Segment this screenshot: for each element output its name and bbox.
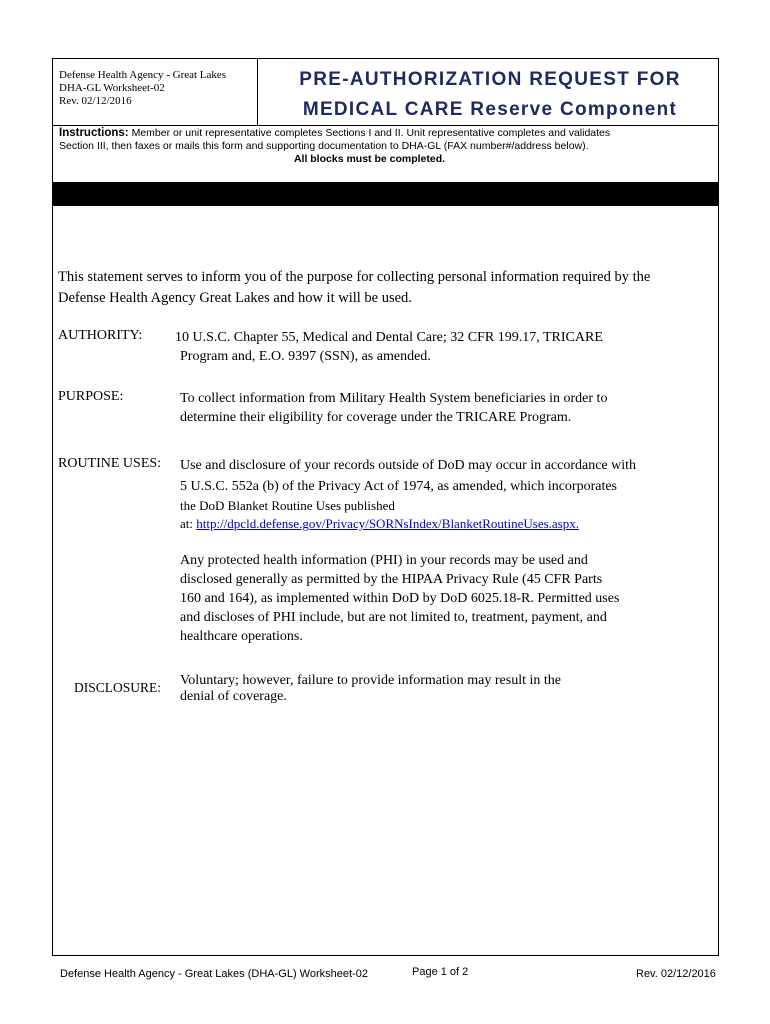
phi-line1: Any protected health information (PHI) in your records may be used and [180,553,588,568]
phi-line3: 160 and 164), as implemented within DoD by DoD 6025.18-R. Permitted uses [180,591,620,606]
routine-line3: the DoD Blanket Routine Uses published [180,498,395,513]
authority-text [175,328,603,366]
authority-label: AUTHORITY: [58,328,143,343]
authority-line1: 10 U.S.C. Chapter 55, Medical and Dental Care; 32 CFR 199.17, TRICARE [175,330,603,345]
blanket-routine-uses-link[interactable]: http://dpcld.defense.gov/Privacy/SORNsIndex/BlanketRoutineUses.aspx. [196,516,579,531]
phi-line4: and discloses of PHI include, but are not limited to, treatment, payment, and [180,610,607,625]
routine-at: at: [180,516,197,531]
instructions-label: Instructions: [59,127,129,139]
disclosure-line1: Voluntary; however, failure to provide information may result in the [180,673,561,688]
header-info [53,59,258,126]
purpose-line2: determine their eligibility for coverage under the TRICARE Program. [180,410,572,425]
phi-line5: healthcare operations. [180,629,303,644]
instructions-text2: Section III, then faxes or mails this form and supporting documentation to DHA-GL (FAX number#/address below). [59,140,589,152]
form-title-line1: PRE-AUTHORIZATION REQUEST FOR [299,69,681,90]
revision-date: Rev. 02/12/2016 [59,95,132,107]
form-title [265,65,715,125]
all-blocks-note: All blocks must be completed. [293,153,446,165]
privacy-intro-line1: This statement serves to inform you of the purpose for collecting personal information required by the [58,269,651,285]
privacy-intro-line2: Defense Health Agency Great Lakes and how it will be used. [58,290,412,306]
worksheet-id: DHA-GL Worksheet-02 [59,82,165,94]
phi-line2: disclosed generally as permitted by the HIPAA Privacy Rule (45 CFR Parts [180,572,603,587]
privacy-act-title: Privacy Act Statement [323,182,448,197]
disclosure-line2: denial of coverage. [180,689,287,704]
routine-line2: 5 U.S.C. 552a (b) of the Privacy Act of 1974, as amended, which incorporates [180,479,618,494]
disclosure-text [180,673,561,705]
purpose-text [180,389,607,427]
purpose-label: PURPOSE: [58,389,124,404]
authority-line2: Program and, E.O. 9397 (SSN), as amended. [180,349,431,364]
purpose-line1: To collect information from Military Health System beneficiaries in order to [180,391,608,406]
header-divider [53,125,718,126]
form-title-line2: MEDICAL CARE Reserve Component [302,99,678,120]
routine-uses-label: ROUTINE USES: [58,456,162,471]
routine-line1: Use and disclosure of your records outside of DoD may occur in accordance with [180,458,637,473]
agency-name: Defense Health Agency - Great Lakes [59,69,227,81]
instructions [59,127,714,166]
footer-revision: Rev. 02/12/2016 [636,968,716,980]
footer-page-number: Page 1 of 2 [412,966,469,978]
phi-paragraph [180,551,619,646]
privacy-intro [58,267,718,309]
disclosure-label: DISCLOSURE: [74,680,162,695]
routine-link-line [180,515,636,533]
footer-agency: Defense Health Agency - Great Lakes (DHA-GL) Worksheet-02 [60,968,368,980]
routine-uses-text [180,456,636,533]
instructions-text1: Member or unit representative completes Sections I and II. Unit representative completes and validates [131,127,611,139]
